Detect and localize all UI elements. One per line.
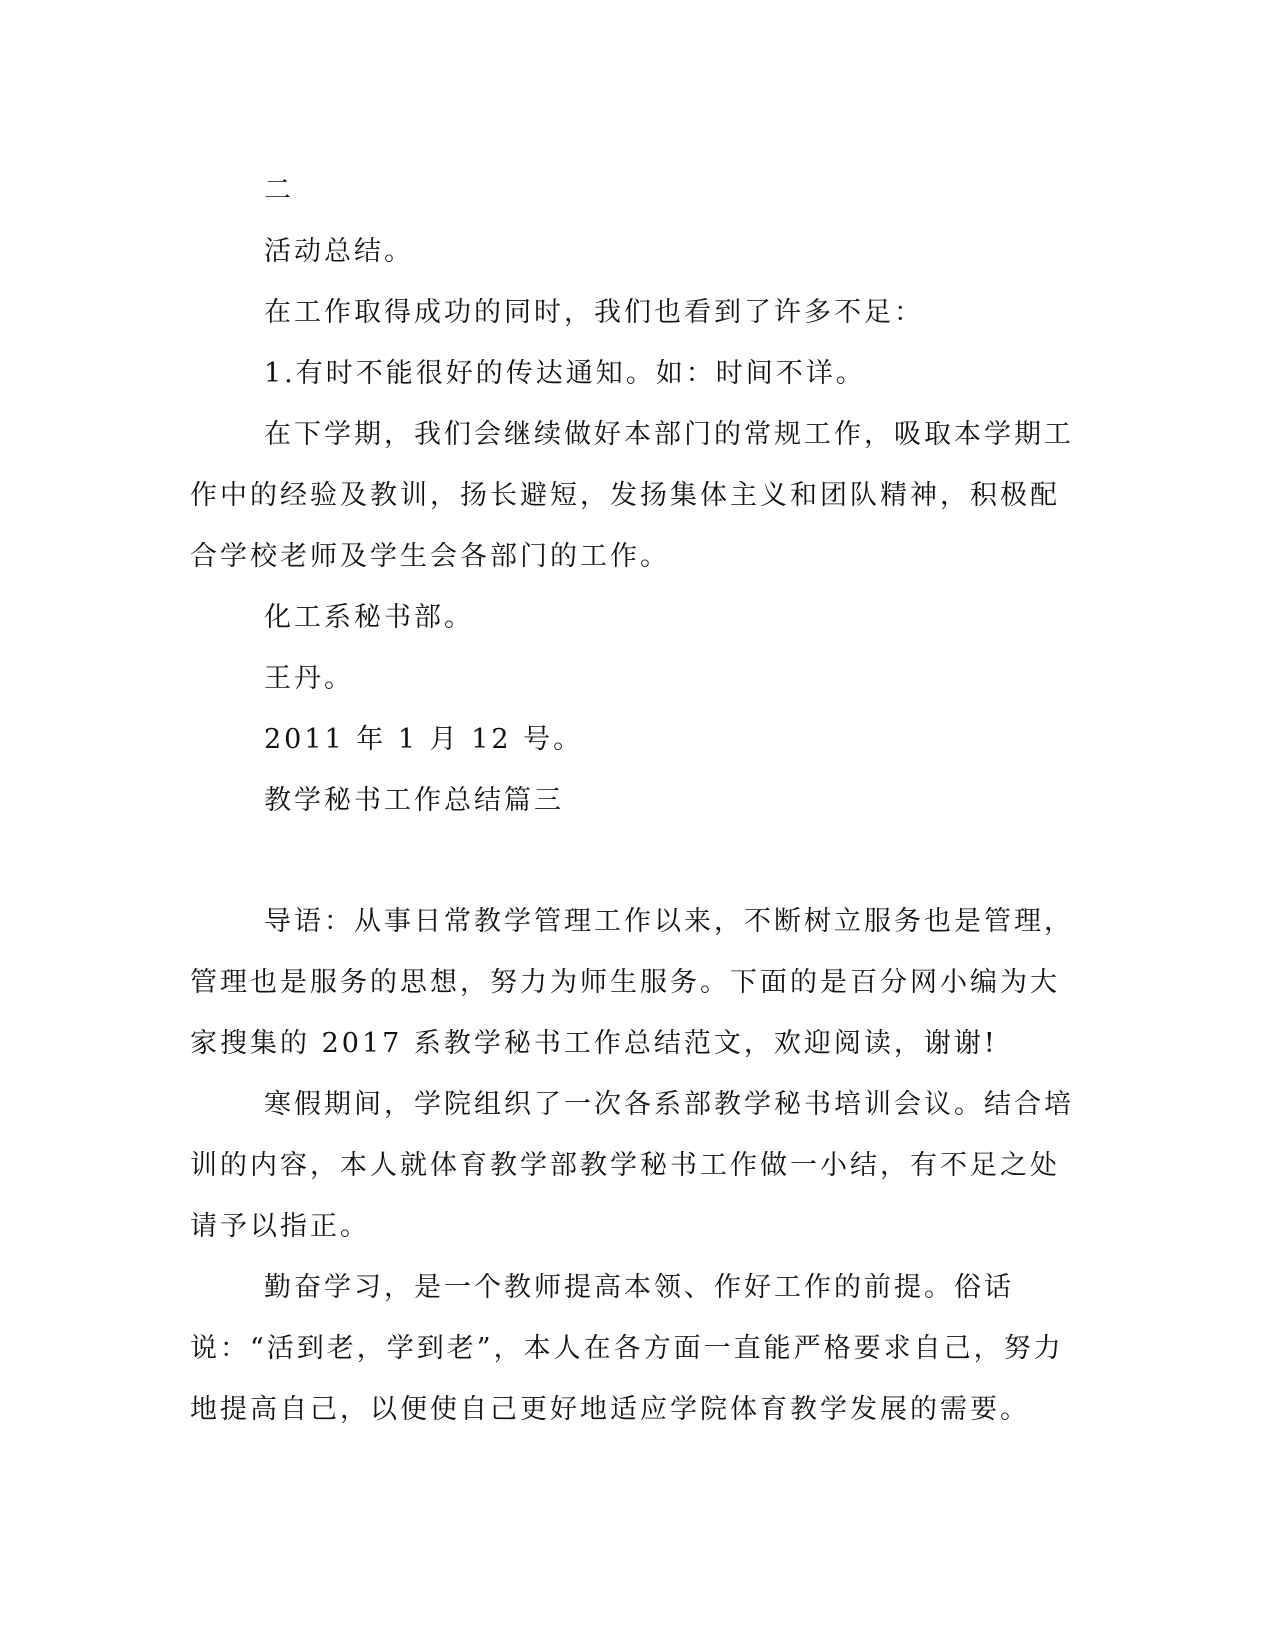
paragraph-author: 王丹。 <box>264 663 354 694</box>
document-body <box>190 160 1080 1440</box>
paragraph-activity-summary: 活动总结。 <box>264 236 414 267</box>
paragraph-shortcomings-intro: 在工作取得成功的同时，我们也看到了许多不足： <box>264 297 924 328</box>
paragraph-date: 2011 年 1 月 12 号。 <box>264 724 584 755</box>
paragraph-intro: 导语：从事日常教学管理工作以来，不断树立服务也是管理，管理也是服务的思想，努力为师生服务。下面的是百分网小编为大家搜集的 2017 系教学秘书工作总结范文，欢迎阅读，谢谢! <box>190 906 1074 1059</box>
section-gap <box>190 831 1080 891</box>
paragraph-study: 勤奋学习，是一个教师提高本领、作好工作的前提。俗话说：“活到老，学到老”，本人在各方面一直能严格要求自己，努力地提高自己，以便使自己更好地适应学院体育教学发展的需要。 <box>190 1272 1064 1425</box>
paragraph-training: 寒假期间，学院组织了一次各系部教学秘书培训会议。结合培训的内容，本人就体育教学部教学秘书工作做一小结，有不足之处请予以指正。 <box>190 1089 1074 1242</box>
section-heading: 教学秘书工作总结篇三 <box>264 785 564 816</box>
paragraph-section-number: 二 <box>264 175 294 206</box>
paragraph-shortcoming-1: 1.有时不能很好的传达通知。如：时间不详。 <box>264 358 866 389</box>
paragraph-department: 化工系秘书部。 <box>264 602 474 633</box>
paragraph-next-semester: 在下学期，我们会继续做好本部门的常规工作，吸取本学期工作中的经验及教训，扬长避短，发扬集体主义和团队精神，积极配合学校老师及学生会各部门的工作。 <box>190 419 1074 572</box>
